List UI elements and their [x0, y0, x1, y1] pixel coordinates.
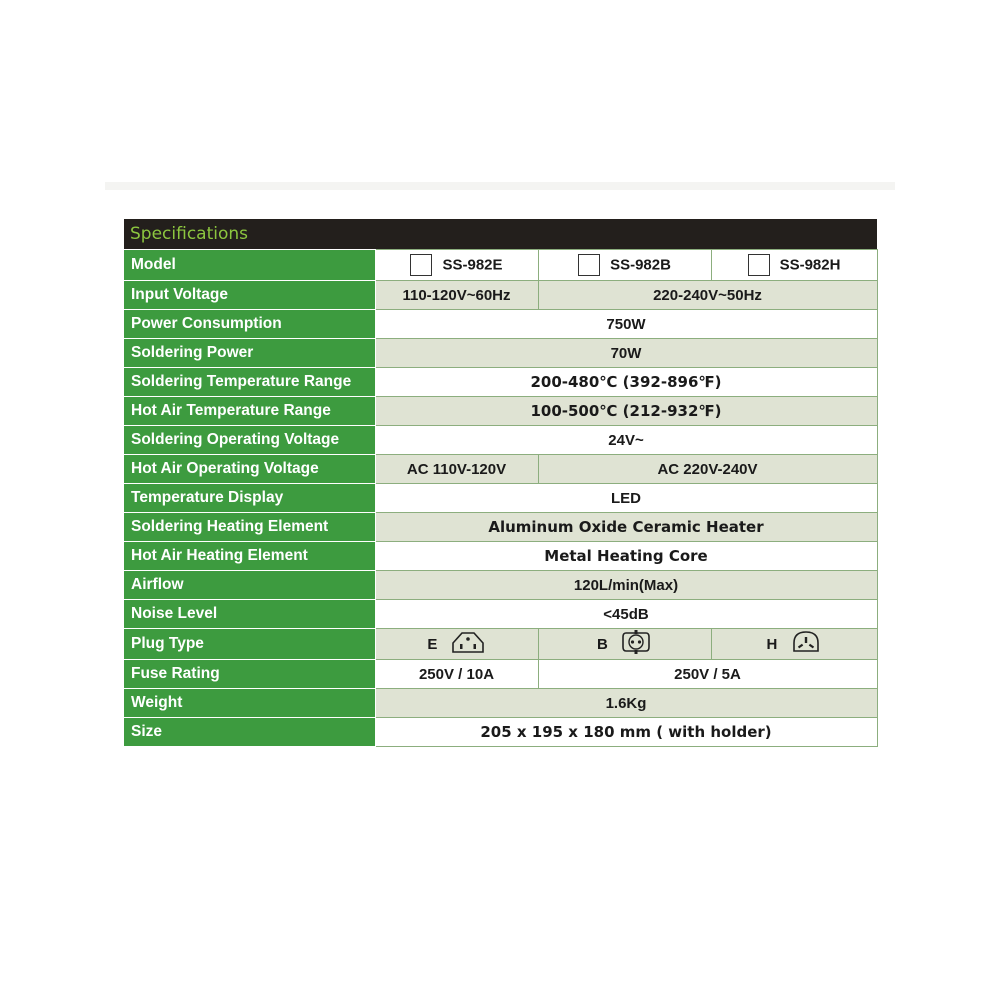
row-label: Noise Level	[124, 600, 375, 629]
model-cell-b	[538, 250, 711, 281]
plug-letter: E	[427, 635, 438, 653]
value-cell: 70W	[375, 339, 877, 368]
model-cell-e	[375, 250, 538, 281]
specifications-table	[124, 219, 877, 747]
table-header: Specifications	[124, 219, 877, 249]
value-cell: 220-240V~50Hz	[538, 281, 877, 310]
value-cell: 24V~	[375, 426, 877, 455]
value-cell: 200-480℃ (392-896℉)	[375, 368, 877, 397]
value-cell: 250V / 10A	[375, 660, 538, 689]
row-power	[124, 310, 877, 339]
row-label: Hot Air Heating Element	[124, 542, 375, 571]
row-label: Soldering Operating Voltage	[124, 426, 375, 455]
row-label: Model	[124, 250, 375, 281]
row-plug	[124, 629, 877, 660]
row-display	[124, 484, 877, 513]
model-name: SS-982H	[779, 256, 841, 274]
row-input-voltage	[124, 281, 877, 310]
value-cell: 250V / 5A	[538, 660, 877, 689]
row-solder-temp	[124, 368, 877, 397]
row-label: Hot Air Temperature Range	[124, 397, 375, 426]
value-cell: 205 x 195 x 180 mm ( with holder)	[375, 718, 877, 747]
value-cell: Aluminum Oxide Ceramic Heater	[375, 513, 877, 542]
row-size	[124, 718, 877, 747]
row-label: Soldering Heating Element	[124, 513, 375, 542]
row-solder-voltage	[124, 426, 877, 455]
plug-b-icon	[620, 629, 652, 659]
row-label: Temperature Display	[124, 484, 375, 513]
plug-letter: H	[766, 635, 778, 653]
row-hotair-voltage	[124, 455, 877, 484]
row-noise	[124, 600, 877, 629]
plug-h-icon	[790, 629, 822, 659]
row-hotair-element	[124, 542, 877, 571]
row-label: Fuse Rating	[124, 660, 375, 689]
row-fuse	[124, 660, 877, 689]
row-label: Hot Air Operating Voltage	[124, 455, 375, 484]
checkbox-icon	[578, 254, 600, 276]
checkbox-icon	[748, 254, 770, 276]
value-cell: Metal Heating Core	[375, 542, 877, 571]
model-name: SS-982E	[442, 256, 503, 274]
value-cell: <45dB	[375, 600, 877, 629]
row-model	[124, 250, 877, 281]
value-cell: AC 110V-120V	[375, 455, 538, 484]
value-cell: LED	[375, 484, 877, 513]
plug-letter: B	[596, 635, 608, 653]
row-label: Soldering Temperature Range	[124, 368, 375, 397]
model-name: SS-982B	[610, 256, 671, 274]
value-cell: 120L/min(Max)	[375, 571, 877, 600]
row-airflow	[124, 571, 877, 600]
plug-e-icon	[450, 630, 486, 658]
checkbox-icon	[410, 254, 432, 276]
top-divider	[105, 182, 895, 190]
plug-cell-h	[711, 629, 877, 660]
model-cell-h	[711, 250, 877, 281]
value-cell: 110-120V~60Hz	[375, 281, 538, 310]
row-solder-element	[124, 513, 877, 542]
value-cell: 1.6Kg	[375, 689, 877, 718]
row-label: Input Voltage	[124, 281, 375, 310]
row-weight	[124, 689, 877, 718]
value-cell: 100-500℃ (212-932℉)	[375, 397, 877, 426]
row-hotair-temp	[124, 397, 877, 426]
row-label: Plug Type	[124, 629, 375, 660]
value-cell: AC 220V-240V	[538, 455, 877, 484]
row-label: Power Consumption	[124, 310, 375, 339]
row-label: Weight	[124, 689, 375, 718]
row-label: Airflow	[124, 571, 375, 600]
plug-cell-b	[538, 629, 711, 660]
value-cell: 750W	[375, 310, 877, 339]
row-soldering-power	[124, 339, 877, 368]
plug-cell-e	[375, 629, 538, 660]
row-label: Soldering Power	[124, 339, 375, 368]
row-label: Size	[124, 718, 375, 747]
